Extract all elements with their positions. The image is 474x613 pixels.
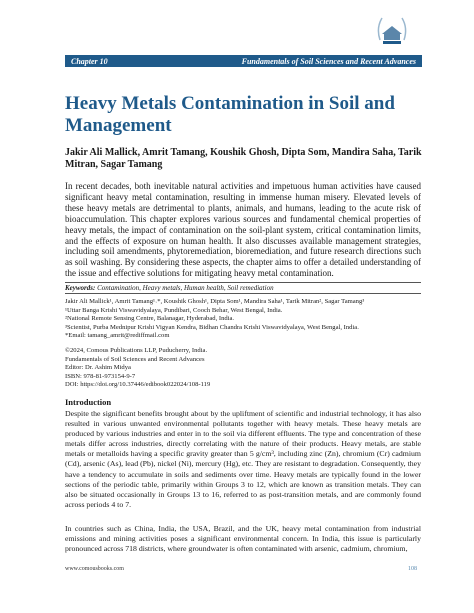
affiliation-authors: Jakir Ali Mallick¹, Amrit Tamang¹˒*, Koushik Ghosh¹, Dipta Som¹, Mandira Saha¹, Tarik Mitran², Sagar Tamang³	[65, 298, 365, 305]
publisher-logo	[372, 10, 412, 50]
introduction-paragraph-2: In countries such as China, India, the USA, Brazil, and the UK, heavy metal contamination from industrial emissions and mining activities poses a significant environmental concern. In India, this issue is particularly pronounced across 718 districts, where groundwater is often contaminated with arsenic, cadmium, chromium,	[65, 524, 421, 554]
footer-url[interactable]: www.comousbooks.com	[65, 566, 124, 572]
doi-link[interactable]: DOI: https://doi.org/10.37446/edibook022024/108-119	[65, 381, 211, 389]
book-name-line: Fundamentals of Soil Sciences and Recent Advances	[65, 355, 205, 363]
chapter-title: Heavy Metals Contamination in Soil and Management	[65, 93, 395, 136]
page-number: 108	[408, 566, 417, 572]
author-list: Jakir Ali Mallick, Amrit Tamang, Koushik Ghosh, Dipta Som, Mandira Saha, Tarik Mitran, Sagar Tamang	[65, 147, 422, 170]
book-title: Fundamentals of Soil Sciences and Recent Advances	[241, 56, 416, 66]
abstract: In recent decades, both inevitable natural activities and impetuous human activities have caused significant heavy metal contamination, resulting in immense human misery. Elevated levels of these heavy metals are detrimental to plants, animals, and humans, leading to the acute risk of bioaccumulation. This chapter explores various sources and fundamental chemical properties of heavy metals, the impact of contamination on the soil-plant system, critical contamination limits, and the effects of exposure on human health. It also discusses available management strategies, including soil amendments, phytoremediation, bioremediation, and future research directions such as soil washing. By considering these aspects, the chapter aims to offer a detailed understanding of the issue and effective solutions for mitigating heavy metal contamination.	[65, 181, 421, 279]
affiliation-line: ³Scientist, Purba Mednipur Krishi Vigyan Kendra, Bidhan Chandra Krishi Viswavidyalaya, West Bengal, India.	[65, 323, 359, 331]
running-header	[65, 55, 422, 67]
author-email[interactable]: *Email: tamang_amrit@rediffmail.com	[65, 332, 170, 340]
affiliations	[65, 298, 425, 341]
copyright-line: ©2024, Comous Publications LLP, Puducherry, India.	[65, 347, 208, 354]
affiliation-line: ¹Uttar Banga Krishi Viswavidyalaya, Pundibari, Cooch Behar, West Bengal, India.	[65, 306, 283, 314]
keywords-top-rule	[65, 282, 421, 283]
isbn-line: ISBN: 978-81-973154-9-7	[65, 372, 136, 380]
publication-info	[65, 347, 425, 390]
affiliation-line: ²National Remote Sensing Centre, Balanagar, Hyderabad, India.	[65, 315, 235, 323]
keywords	[65, 284, 421, 292]
keywords-label: Keywords:	[65, 284, 96, 292]
introduction-paragraph-1: Despite the significant benefits brought about by the upliftment of scientific and industrial technology, it has also resulted in various unwanted environmental pollutants together with heavy metals. These heavy metals are produced by various industries and enter in to the soil via different effluents. The type and concentration of these metals differ across industries, directly correlating with the nature of their products. Heavy metals, are stable metals or metalloids having a specific gravity greater than 5 g/cm³, including zinc (Zn), chromium (Cr) cadmium (Cd), arsenic (As), lead (Pb), nickel (Ni), mercury (Hg), etc. They are resistant to degradation. Consequently, they have a tendency to accumulate in soils and sediments over time. Heavy metals are typically found in the lower sections of the periodic table, primarily within Groups 3 to 12, which are known as transition metals. They can also be situated occasionally in Groups 13 to 16, referred to as post-transition metals, and are commonly found across periods 4 to 7.	[65, 409, 421, 509]
introduction-heading: Introduction	[65, 397, 112, 407]
keywords-text: Contamination, Heavy metals, Human health, Soil remediation	[97, 284, 274, 292]
keywords-bottom-rule	[65, 293, 421, 294]
editor-line: Editor: Dr. Ashim Midya	[65, 364, 131, 372]
chapter-label: Chapter 10	[71, 56, 108, 66]
